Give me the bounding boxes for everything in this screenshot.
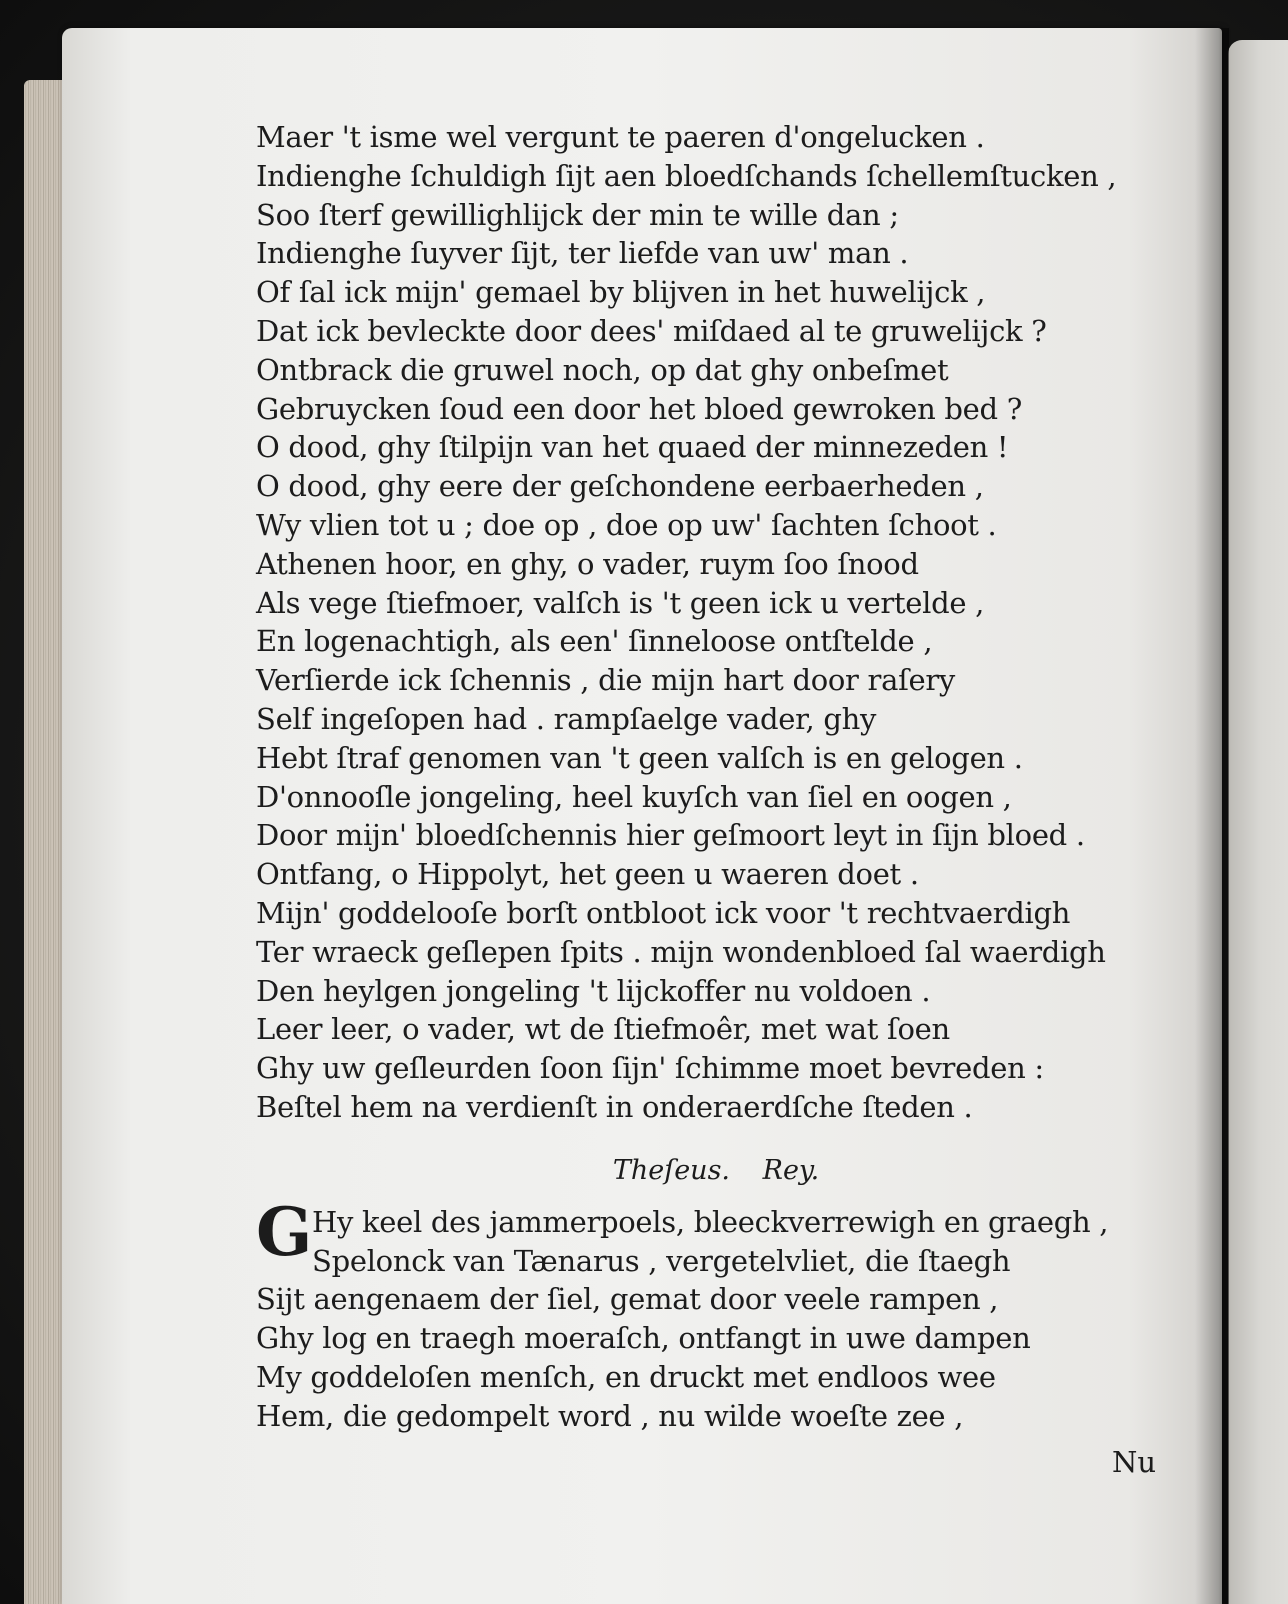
verse-line: Athenen hoor, en ghy, o vader, ruym ſoo ſnood [256,546,919,581]
verse-line: O dood, ghy ſtilpijn van het quaed der minnezeden ! [256,430,1009,465]
verse-line: Wy vlien tot u ; doe op , doe op uw' ſachten ſchoot . [256,507,997,542]
verse-line: Self ingeſopen had . rampſaelge vader, ghy [256,701,877,736]
chorus-line: Sijt aengenaem der ſiel, gemat door veele rampen , [256,1282,999,1317]
verse-line: Beſtel hem na verdienſt in onderaerdſche ſteden . [256,1089,973,1124]
verse-line: Indienghe ſuyver ſijt, ter liefde van uw' man . [256,236,909,271]
verse-line: Ter wraeck geſlepen ſpits . mijn wondenbloed ſal waerdigh [256,934,1106,969]
speaker-heading [256,1139,1136,1201]
speaker-theseus: Theſeus. [612,1154,731,1186]
verse-line: Soo ſterf gewillighlijck der min te wille dan ; [256,197,899,232]
chorus-line: My goddeloſen menſch, en druckt met endloos wee [256,1359,996,1394]
verse-line: Gebruycken ſoud een door het bloed gewroken bed ? [256,391,1022,426]
verse-line: Dat ick bevleckte door dees' miſdaed al te gruwelijck ? [256,313,1047,348]
verse-line: Ontfang, o Hippolyt, het geen u waeren doet . [256,857,919,892]
verse-line: En logenachtigh, als een' ſinneloose ontſtelde , [256,624,933,659]
verse-line: Leer leer, o vader, wt de ſtiefmoêr, met wat ſoen [256,1012,950,1047]
chorus-line: Ghy log en traegh moeraſch, ontfangt in uwe dampen [256,1321,1031,1356]
verse-line: Door mijn' bloedſchennis hier geſmoort leyt in ſijn bloed . [256,818,1085,853]
catchword: Nu [1112,1445,1157,1479]
verse-line: Als vege ſtiefmoer, valſch is 't geen ick u vertelde , [256,585,985,620]
verse-line: Indienghe ſchuldigh ſijt aen bloedſchands ſchellemſtucken , [256,158,1117,193]
verse-line: Hebt ſtraf genomen van 't geen valſch is en gelogen . [256,740,1023,775]
page-gutter-shadow [1195,28,1229,1604]
verse-line: D'onnooſle jongeling, heel kuyſch van ſiel en oogen , [256,779,1012,814]
facing-page [1228,40,1288,1604]
verse-line: Den heylgen jongeling 't lijckoffer nu voldoen . [256,973,931,1008]
chorus-line: Hem, die gedompelt word , nu wilde woeſte zee , [256,1398,964,1433]
drop-cap: G [256,1192,313,1271]
speaker-rey: Rey. [762,1154,820,1186]
verse-line: O dood, ghy eere der geſchondene eerbaerheden , [256,469,984,504]
verse-line: Maer 't isme wel vergunt te paeren d'ongelucken . [256,120,985,154]
chorus-line-text: Hy keel des jammerpoels, bleeckverrewigh en graegh , [312,1204,1109,1239]
verse-line: Ontbrack die gruwel noch, op dat ghy onbeſmet [256,352,949,387]
verse-text [256,118,1136,1436]
verse-line: Ghy uw geſleurden ſoon ſijn' ſchimme moet bevreden : [256,1051,1044,1086]
verse-line: Verſierde ick ſchennis , die mijn hart door raſery [256,663,956,698]
chorus-line: Spelonck van Tænarus , vergetelvliet, die ſtaegh [312,1243,1011,1278]
verse-line: Of ſal ick mijn' gemael by blijven in het huwelijck , [256,275,986,310]
verse-line: Mijn' goddelooſe borſt ontbloot ick voor 't rechtvaerdigh [256,895,1071,930]
